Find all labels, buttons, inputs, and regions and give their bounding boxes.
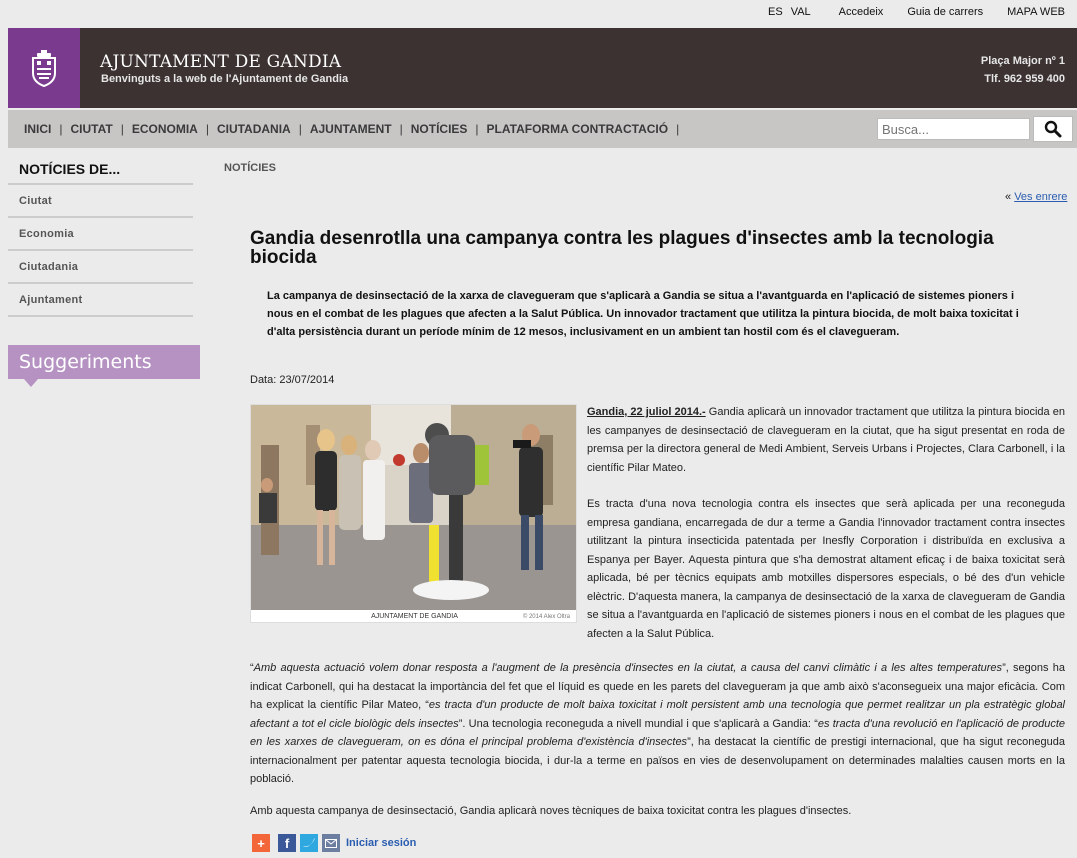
paragraph-1: [587, 403, 1065, 477]
nav-item-inici[interactable]: INICI: [24, 122, 52, 136]
guia-carrers-link[interactable]: Guia de carrers: [907, 6, 984, 18]
article-headline: Gandia desenrotlla una campanya contra les plagues d'insectes amb la tecnologia biocida: [250, 228, 994, 268]
site-logo[interactable]: [8, 28, 80, 108]
photo-copyright: © 2014 Alex Oltra: [522, 614, 570, 620]
nav-items: [24, 122, 687, 136]
paragraph-2: Es tracta d'una nova tecnologia contra els insectes que serà aplicada per una reconeguda empresa gandiana, encarregada de dur a terme a Gandia l'innovador tractament contra insectes utilitzant la pintura insecticida patentada per Inesfly Corporation i distribuïda en exclusiva a Espanya per Bayer. Aquesta pintura que s'ha demostrat altament eficaç i de baixa toxicitat serà aplicada, bé per tècnics equipats amb motxilles dispersores especials, o bé des d'un vehicle elèctric. D'aquesta manera, la campanya de desinsectació de la xarxa de clavegueram de Gandia se situa a l'avantguarda en l'aplicació de sistemes pioners i nous en el combat de les plagues que afecten a la Salut Pública.: [587, 498, 1065, 640]
article-lead: La campanya de desinsectació de la xarxa de clavegueram que s'aplicarà a Gandia se situa a l'avantguarda en l'aplicació de sistemes pioners i nous en el combat de les plagues que afecten a la Salut Pública. Un innovador tractament que utilitza la pintura biocida, de molt baixa toxicitat i d'alta persistència durant un període mínim de 12 mesos, inclusivament en un ambient tan hostil com és el clavegueram.: [267, 290, 1019, 338]
utility-links: [768, 6, 1065, 18]
text-1: , segons ha indicat Carbonell, qui ha destacat la importància del fet que el líquid es quede en les parets del clavegueram ja que amb això s'aconsegueix una major eficàcia. Com ha explicat la científic Pilar Mateo,: [250, 662, 1066, 711]
sidebar-item-ciutat[interactable]: Ciutat: [8, 185, 193, 218]
nav-item-noticies[interactable]: NOTÍCIES: [410, 122, 468, 136]
nav-item-ciutadania[interactable]: CIUTADANIA: [216, 122, 291, 136]
nav-separator: |: [475, 122, 479, 136]
sidebar: [8, 148, 193, 317]
email-icon[interactable]: [322, 834, 340, 852]
mapa-web-link[interactable]: MAPA WEB: [1007, 6, 1065, 18]
phone: Tlf. 962 959 400: [984, 73, 1065, 85]
sidebar-title: NOTÍCIES DE...: [8, 148, 193, 185]
nav-separator: |: [676, 122, 680, 136]
share-bar: [252, 834, 416, 852]
main-nav: [8, 110, 1077, 148]
nav-separator: |: [120, 122, 124, 136]
article-date: Data: 23/07/2014: [250, 374, 335, 386]
top-utility-bar: [0, 0, 1077, 28]
search-button[interactable]: [1033, 116, 1073, 142]
closing-paragraph: Amb aquesta campanya de desinsectació, Gandia aplicarà noves tècniques de baixa toxicitat contra les plagues d'insectes.: [250, 805, 852, 817]
sidebar-item-ciutadania[interactable]: Ciutadania: [8, 251, 193, 284]
article-photo[interactable]: [250, 404, 577, 623]
quote-3: es tracta d'una revolució en l'aplicació de producte en les xarxes de clavegueram, on es dóna el principal problema d'existència d'insectes: [250, 717, 1065, 748]
login-link[interactable]: Iniciar sesión: [346, 837, 417, 849]
press-photo-illustration: [251, 405, 577, 610]
nav-item-economia[interactable]: ECONOMIA: [131, 122, 198, 136]
text-2: . Una tecnologia reconeguda a nivell mundial i que s'aplicarà a Gandia:: [462, 717, 815, 730]
breadcrumb[interactable]: NOTÍCIES: [224, 162, 276, 174]
paragraph-1-text: Gandia aplicarà un innovador tractament que utilitza la pintura biocida en les campanyes de desinsectació de clavegueram en la ciutat, que ha sigut presentat en roda de premsa per la directora general de Medi Ambient, Serveis Urbans i Projectes, Clara Carbonell, i la científic Pilar Mateo.: [587, 406, 1065, 474]
twitter-icon[interactable]: [300, 834, 318, 852]
site-title[interactable]: AJUNTAMENT DE GANDIA: [100, 52, 342, 72]
nav-separator: |: [59, 122, 63, 136]
quote-1: Amb aquesta actuació volem donar resposta a l'augment de la presència d'insectes en la ciutat, a causa del canvi climàtic i a les altes temperatures: [253, 662, 1003, 674]
back-link[interactable]: Ves enrere: [1014, 191, 1068, 203]
nav-item-ajuntament[interactable]: AJUNTAMENT: [309, 122, 392, 136]
sidebar-item-ajuntament[interactable]: Ajuntament: [8, 284, 193, 317]
nav-item-plataforma[interactable]: PLATAFORMA CONTRACTACIÓ: [486, 122, 669, 136]
lang-val-link[interactable]: VAL: [790, 6, 811, 18]
address: Plaça Major nº 1: [980, 55, 1065, 67]
search-icon: [1044, 120, 1062, 138]
suggestions-pointer: [24, 379, 38, 387]
nav-item-ciutat[interactable]: CIUTAT: [70, 122, 113, 136]
facebook-icon[interactable]: f: [278, 834, 296, 852]
site-header: [8, 28, 1077, 108]
text-3: , ha destacat la científic de prestigi internacional, que ha sigut reconeguda internacionalment per patentar aquesta tecnologia biocida, i dur-la a terme en països en vies de desenvolupament on determinades malalties causen morts en la població.: [250, 736, 1065, 785]
nav-separator: |: [399, 122, 403, 136]
coat-of-arms-icon: [29, 49, 59, 87]
search-input[interactable]: [877, 118, 1030, 140]
nav-separator: |: [298, 122, 302, 136]
back-link-wrapper: [1005, 191, 1067, 203]
nav-separator: |: [205, 122, 209, 136]
photo-caption: [251, 610, 577, 623]
quote-2: es tracta d'un producte de molt baixa toxicitat i molt persistent amb una tecnologia que permet realitzar un pla estratègic global afectant a tot el cicle biològic dels insectes: [250, 699, 1066, 730]
sidebar-item-economia[interactable]: Economia: [8, 218, 193, 251]
accedeix-link[interactable]: Accedeix: [838, 6, 884, 18]
article-body-full: “Amb aquesta actuació volem donar resposta a l'augment de la presència d'insectes en la ciutat, a causa del canvi climàtic i a les altes temperatures”, segons ha indicat Carbonell, qui ha destacat la importància del fet que el líquid es quede en les parets del clavegueram ja que amb això s'aconsegueix una major eficàcia. Com ha explicat la científic Pilar Mateo, “es tracta d'un producte de molt baixa toxicitat i molt persistent amb una tecnologia que permet realitzar un pla estratègic global afectant a tot el cicle biològic dels insectes”. Una tecnologia reconeguda a nivell mundial i que s'aplicarà a Gandia: “es tracta d'una revolució en l'aplicació de producte en les xarxes de clavegueram, on es dóna el principal problema d'existència d'insectes”, ha destacat la científic de prestigi internacional, que ha sigut reconeguda internacionalment per patentar aquesta tecnologia biocida, i dur-la a terme en països en vies de desenvolupament on determinades malalties causen morts en la població.: [250, 662, 1066, 785]
article-dateline: Gandia, 22 juliol 2014.-: [587, 406, 706, 418]
article-body-column: [587, 403, 1065, 661]
site-subtitle: Benvinguts a la web de l'Ajuntament de Gandia: [101, 73, 349, 85]
suggestions-button[interactable]: Suggeriments: [8, 345, 200, 379]
photo-caption-text: AJUNTAMENT DE GANDIA: [371, 613, 458, 620]
share-plus-icon[interactable]: +: [252, 834, 270, 852]
lang-es-link[interactable]: ES: [768, 6, 783, 18]
back-arrow: «: [1005, 191, 1012, 203]
